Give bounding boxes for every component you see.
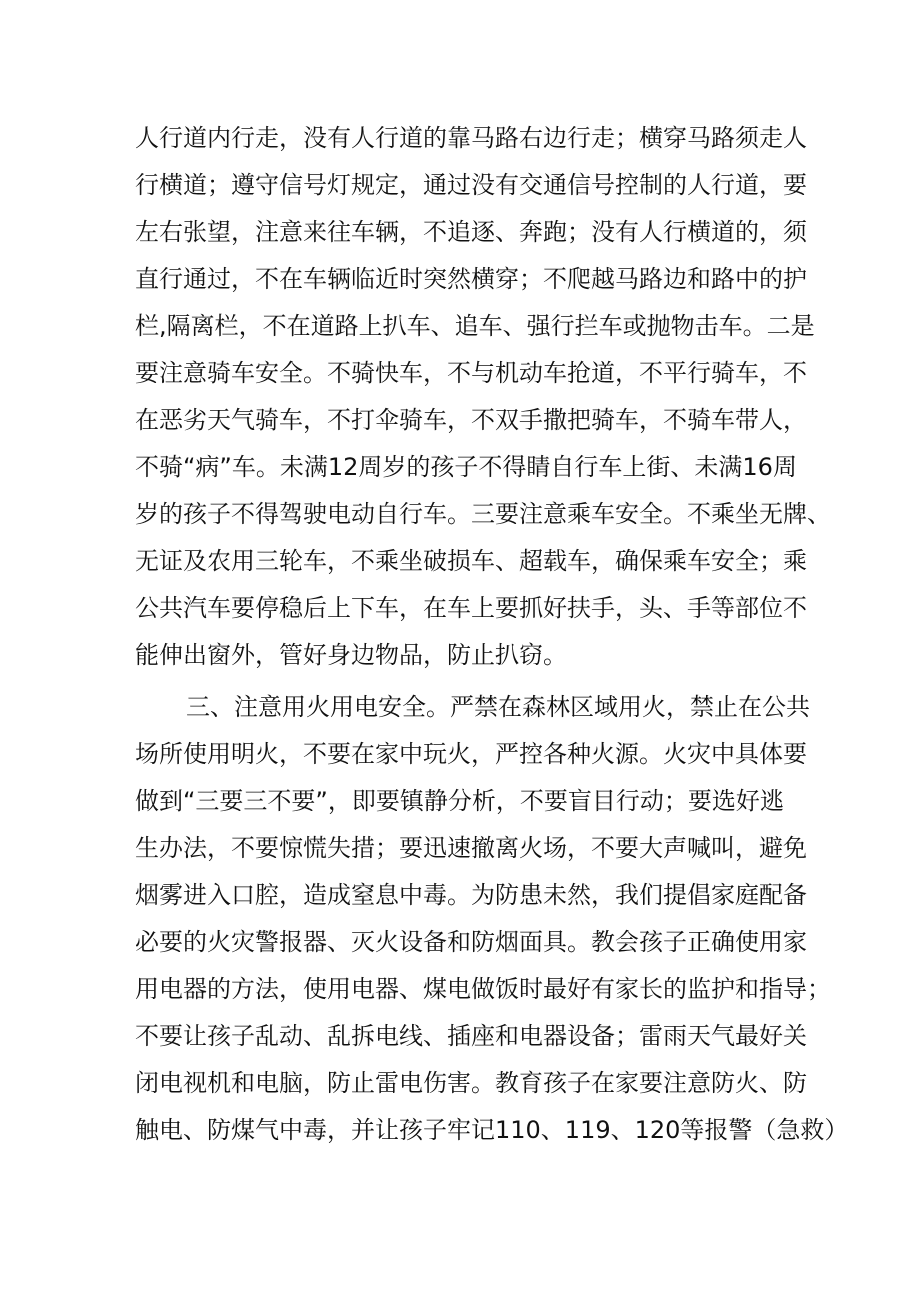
text-line: 闭电视机和电脑，防止雷电伤害。教育孩子在家要注意防火、防 <box>135 1069 807 1097</box>
text-line: 不要让孩子乱动、乱拆电线、插座和电器设备；雷雨天气最好关 <box>135 1022 807 1050</box>
text-line: 生办法，不要惊慌失措；要迅速撤离火场，不要大声喊叫，避免 <box>135 834 807 862</box>
text-line: 要注意骑车安全。不骑快车，不与机动车抢道，不平行骑车，不 <box>135 359 807 387</box>
text-line: 触电、防煤气中毒，并让孩子牢记110、119、120等报警（急救） <box>135 1116 849 1144</box>
text-line: 直行通过，不在车辆临近时突然横穿；不爬越马路边和路中的护 <box>135 265 807 293</box>
text-line: 必要的火灾警报器、灭火设备和防烟面具。教会孩子正确使用家 <box>135 928 807 956</box>
text-line: 公共汽车要停稳后上下车，在车上要抓好扶手，头、手等部位不 <box>135 594 807 622</box>
text-line: 能伸出窗外，管好身边物品，防止扒窃。 <box>135 641 567 669</box>
text-line: 场所使用明火，不要在家中玩火，严控各种火源。火灾中具体要 <box>135 740 807 768</box>
paragraph-first-line: 三、注意用火用电安全。严禁在森林区域用火，禁止在公共 <box>186 693 810 721</box>
text-line: 人行道内行走，没有人行道的靠马路右边行走；横穿马路须走人 <box>135 124 807 152</box>
text-line: 左右张望，注意来往车辆，不追逐、奔跑；没有人行横道的，须 <box>135 218 807 246</box>
text-line: 用电器的方法，使用电器、煤电做饭时最好有家长的监护和指导； <box>135 975 831 1003</box>
text-line: 岁的孩子不得驾驶电动自行车。三要注意乘车安全。不乘坐无牌、 <box>135 500 831 528</box>
text-line: 做到“三要三不要”，即要镇静分析，不要盲目行动；要选好逃 <box>135 787 784 815</box>
text-line: 无证及农用三轮车，不乘坐破损车、超载车，确保乘车安全；乘 <box>135 547 807 575</box>
text-line: 栏,隔离栏，不在道路上扒车、追车、强行拦车或抛物击车。二是 <box>135 312 815 340</box>
text-line: 行横道；遵守信号灯规定，通过没有交通信号控制的人行道，要 <box>135 171 807 199</box>
text-line: 烟雾进入口腔，造成窒息中毒。为防患未然，我们提倡家庭配备 <box>135 881 807 909</box>
text-line: 不骑“病”车。未满12周岁的孩子不得睛自行车上街、未满16周 <box>135 453 797 481</box>
text-line: 在恶劣天气骑车，不打伞骑车，不双手撒把骑车，不骑车带人， <box>135 406 807 434</box>
